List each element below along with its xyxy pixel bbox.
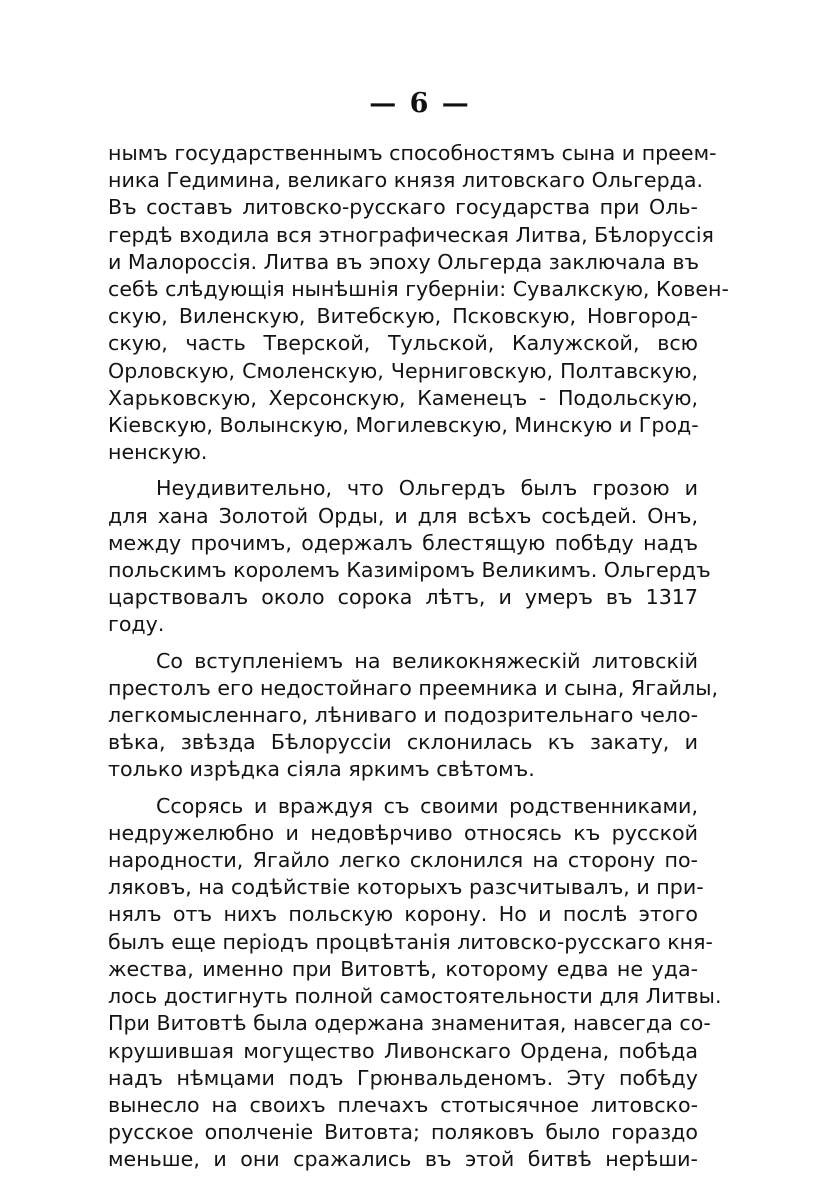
text-line: и Малороссія. Литва въ эпоху Ольгерда заключала въ bbox=[108, 249, 700, 274]
text-line: недружелюбно и недовѣрчиво относясь къ русской bbox=[108, 820, 698, 845]
paragraph-3 bbox=[108, 648, 718, 784]
text-line: Въ составъ литовско-русскаго государства при Оль- bbox=[108, 195, 698, 220]
text-line: престолъ его недостойнаго преемника и сына, Ягайлы, bbox=[108, 675, 718, 700]
text-line: вынесло на своихъ плечахъ стотысячное литовско- bbox=[108, 1092, 698, 1117]
text-line: нымъ государственнымъ способностямъ сына и преем- bbox=[108, 141, 717, 165]
text-line: русское ополченіе Витовта; поляковъ было гораздо bbox=[108, 1120, 698, 1145]
text-line: меньше, и они сражались въ этой битвѣ нерѣши- bbox=[108, 1147, 698, 1172]
text-line: для хана Золотой Орды, и для всѣхъ сосѣдей. Онъ, bbox=[108, 503, 698, 528]
body-text bbox=[108, 140, 729, 1174]
text-line: себѣ слѣдующія нынѣшнія губерніи: Сувалкскую, Ковен- bbox=[108, 277, 729, 302]
text-line: Кіевскую, Волынскую, Могилевскую, Минскую и Грод- bbox=[108, 413, 699, 438]
text-line: ненскую. bbox=[108, 440, 208, 465]
paragraph-4 bbox=[108, 793, 722, 1174]
text-line: легкомысленнаго, лѣниваго и подозрительнаго чело- bbox=[108, 703, 698, 728]
text-line: скую, часть Тверской, Тульской, Калужской, всю bbox=[108, 331, 698, 356]
text-line: царствовалъ около сорока лѣтъ, и умеръ въ 1317 bbox=[108, 585, 698, 610]
text-line: ляковъ, на содѣйствіе которыхъ разсчитывалъ, и при- bbox=[108, 875, 704, 900]
text-line: При Витовтѣ была одержана знаменитая, навсегда со- bbox=[108, 1011, 711, 1036]
text-line: народности, Ягайло легко склонился на сторону по- bbox=[108, 848, 698, 873]
paragraph-1 bbox=[108, 140, 729, 466]
text-line: скую, Виленскую, Витебскую, Псковскую, Новгород- bbox=[108, 304, 698, 329]
text-line: вѣка, звѣзда Бѣлоруссіи склонилась къ закату, и bbox=[108, 730, 698, 755]
text-line: Ссорясь и враждуя съ своими родственниками, bbox=[156, 793, 698, 818]
paragraph-2 bbox=[108, 475, 711, 638]
page-number: — 6 — bbox=[369, 88, 471, 119]
text-line: лось достигнуть полной самостоятельности для Литвы. bbox=[108, 984, 722, 1009]
text-line: ника Гедимина, великаго князя литовскаго Ольгерда. bbox=[108, 168, 704, 193]
text-line: надъ нѣмцами подъ Грюнвальденомъ. Эту побѣду bbox=[108, 1065, 698, 1090]
text-line: году. bbox=[108, 612, 165, 637]
text-line: Неудивительно, что Ольгердъ былъ грозою и bbox=[156, 476, 698, 501]
text-line: между прочимъ, одержалъ блестящую побѣду надъ bbox=[108, 530, 698, 555]
text-line: жества, именно при Витовтѣ, которому едва не уда- bbox=[108, 956, 698, 981]
text-line: гердѣ входила вся этнографическая Литва, Бѣлоруссія bbox=[108, 222, 714, 247]
text-line: былъ еще періодъ процвѣтанія литовско-русскаго кня- bbox=[108, 929, 713, 954]
text-line: нялъ отъ нихъ польскую корону. Но и послѣ этого bbox=[108, 902, 698, 927]
text-line: крушившая могущество Ливонскаго Ордена, побѣда bbox=[108, 1038, 698, 1063]
text-line: польскимъ королемъ Казиміромъ Великимъ. Ольгердъ bbox=[108, 558, 711, 583]
text-line: только изрѣдка сіяла яркимъ свѣтомъ. bbox=[108, 757, 535, 782]
text-line: Орловскую, Смоленскую, Черниговскую, Полтавскую, bbox=[108, 358, 698, 383]
text-line: Харьковскую, Херсонскую, Каменецъ - Подольскую, bbox=[108, 385, 698, 410]
text-line: Со вступленіемъ на великокняжескій литовскій bbox=[156, 648, 698, 673]
